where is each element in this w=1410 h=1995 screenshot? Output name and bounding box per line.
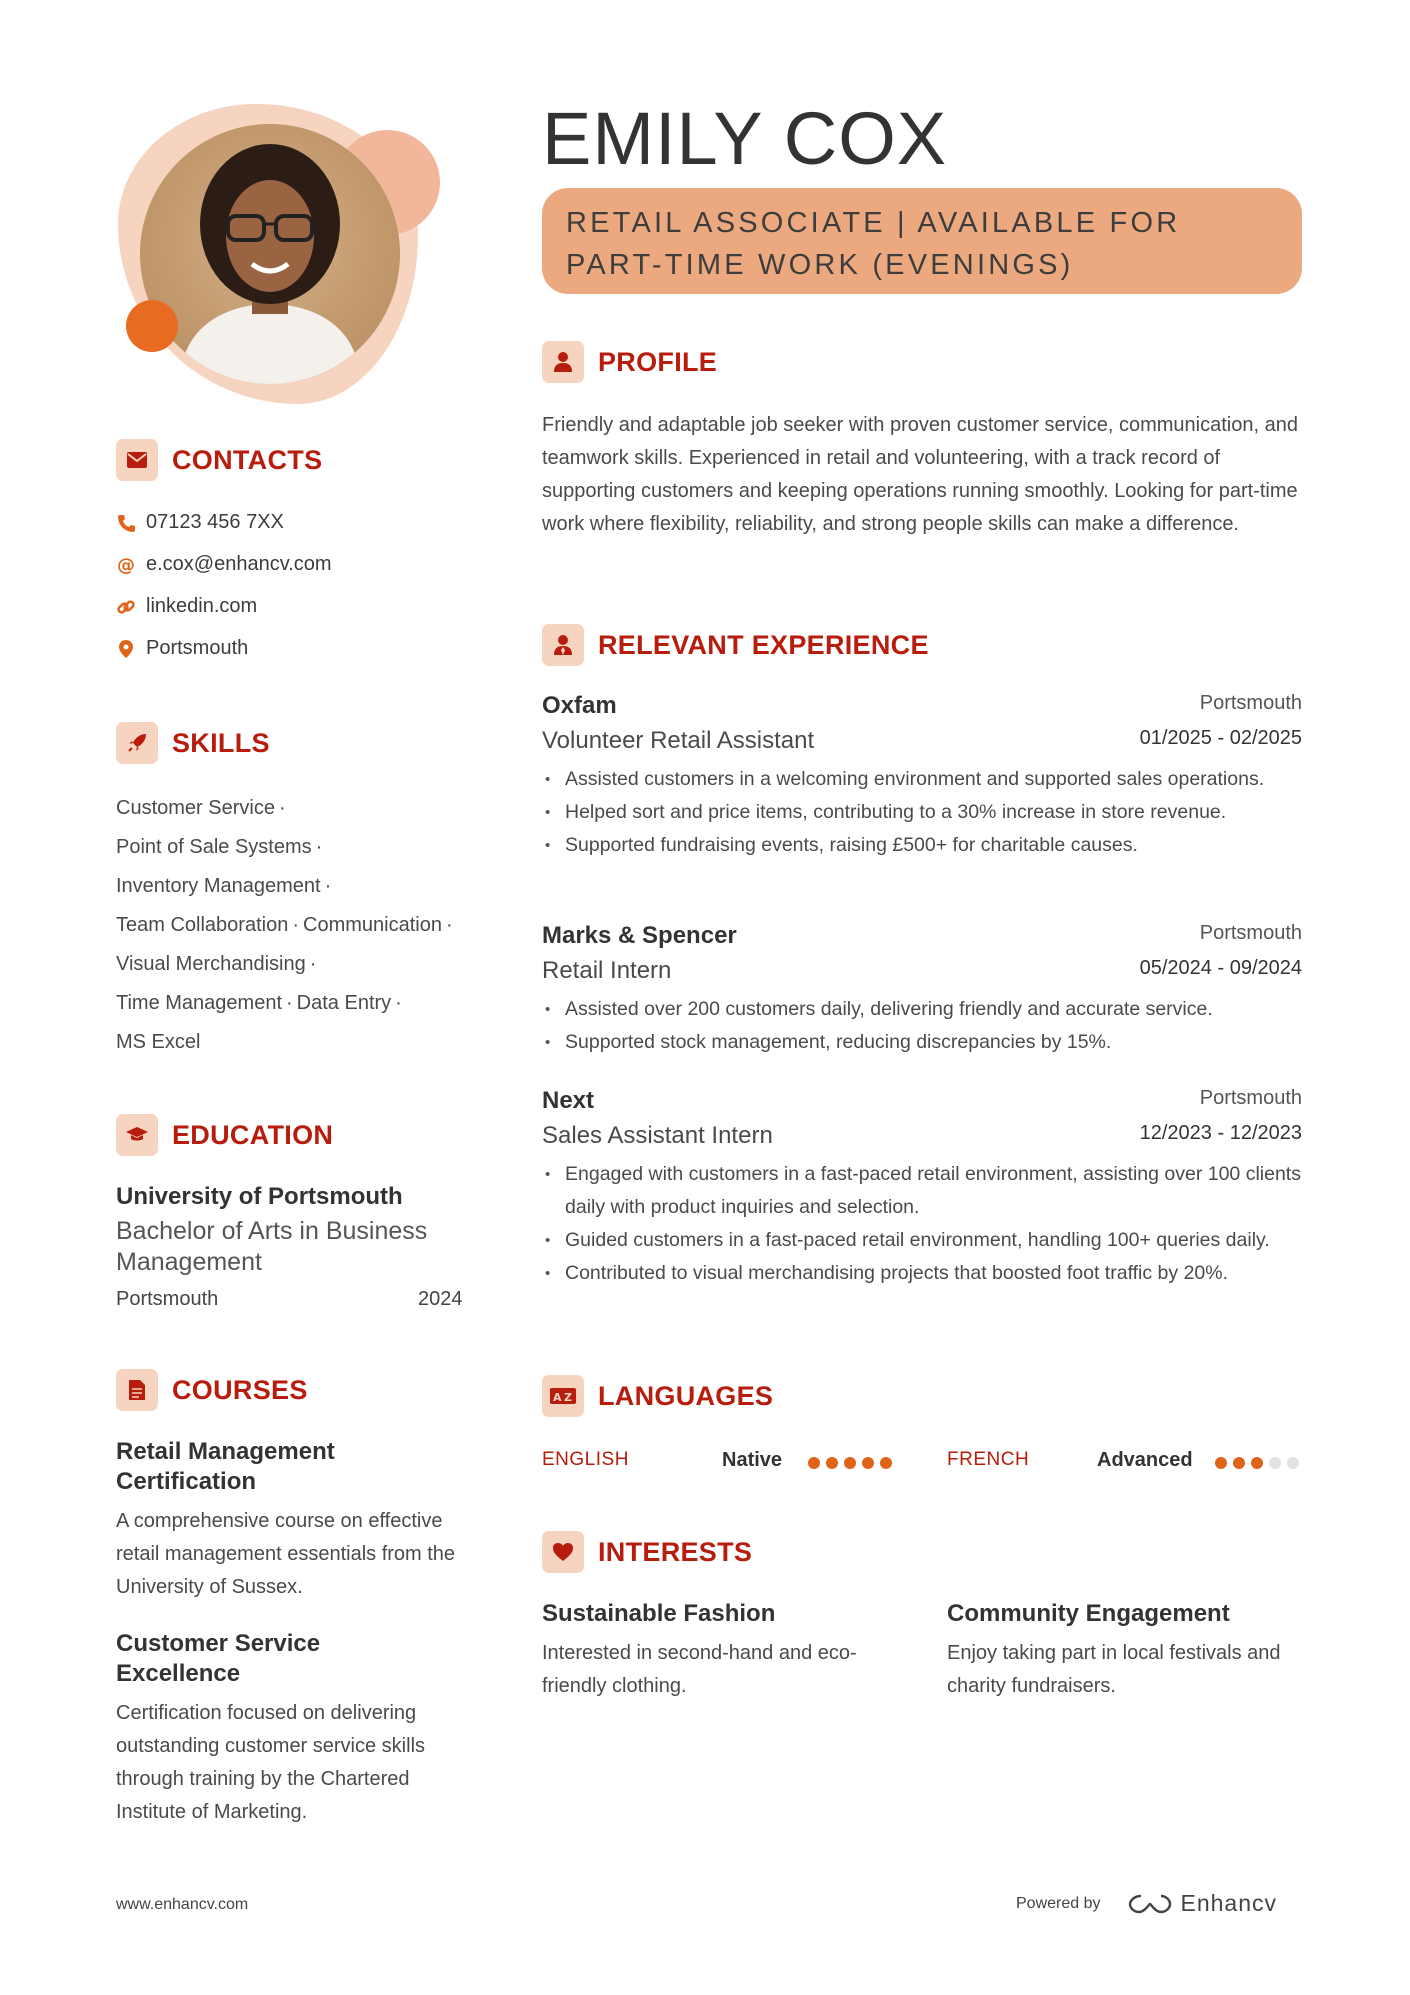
rating-dot [862, 1457, 874, 1469]
job-dates: 05/2024 - 09/2024 [1139, 957, 1302, 979]
footer-branding [1016, 1890, 1277, 1917]
translate-icon [542, 1375, 584, 1417]
brand-name: Enhancv [1180, 1890, 1278, 1916]
job-header [542, 692, 1302, 720]
phone-icon [116, 513, 136, 533]
rating-dot [808, 1457, 820, 1469]
skill-item: Visual Merchandising [116, 953, 306, 975]
skills-header [116, 721, 270, 765]
languages-title: LANGUAGES [598, 1380, 774, 1411]
job-role: Volunteer Retail Assistant [542, 727, 815, 754]
skill-item: Communication [303, 914, 442, 936]
avatar [140, 124, 400, 384]
skill-item: Team Collaboration [116, 914, 289, 936]
rocket-icon [116, 722, 158, 764]
svg-text:A: A [553, 1391, 562, 1404]
linkedin-text: linkedin.com [146, 595, 258, 617]
profile-photo-area [110, 100, 430, 410]
experience-header [542, 623, 929, 667]
skill-line: Customer Service · [116, 797, 286, 819]
rating-dot [880, 1457, 892, 1469]
education-location: Portsmouth [116, 1288, 219, 1310]
education-year: 2024 [418, 1288, 463, 1310]
envelope-icon [116, 439, 158, 481]
interest-name: Sustainable Fashion [542, 1600, 776, 1627]
footer-website[interactable]: www.enhancv.com [116, 1896, 249, 1913]
contacts-title: CONTACTS [172, 444, 323, 475]
language-name: ENGLISH [542, 1449, 629, 1470]
rating-dot [1251, 1457, 1263, 1469]
enhancv-logo-icon [1127, 1892, 1173, 1916]
job-dates: 01/2025 - 02/2025 [1139, 727, 1302, 749]
company-name: Next [542, 1087, 595, 1114]
skills-title: SKILLS [172, 727, 270, 758]
skill-item: Inventory Management [116, 875, 321, 897]
document-icon [116, 1369, 158, 1411]
language-level: Native [722, 1449, 783, 1471]
profile-header [542, 340, 717, 384]
skill-item: Time Management [116, 992, 282, 1014]
email-text: e.cox@enhancv.com [146, 553, 332, 575]
course-name: Customer Service Excellence [116, 1630, 321, 1687]
bullet-item: • Assisted customers in a welcoming environment and supported sales operations. [545, 763, 1305, 796]
bullet-item: • Guided customers in a fast-paced retail environment, handling 100+ queries daily. [545, 1224, 1305, 1257]
skill-line: Point of Sale Systems · [116, 836, 323, 858]
job-location: Portsmouth [1199, 692, 1302, 714]
rating-dot [1269, 1457, 1281, 1469]
heart-icon [542, 1531, 584, 1573]
job-location: Portsmouth [1199, 1087, 1302, 1109]
job-subheader [542, 1122, 1302, 1150]
language-rating [808, 1457, 892, 1469]
education-header [116, 1113, 333, 1157]
bullet-item: • Engaged with customers in a fast-paced retail environment, assisting over 100 clients daily with product inquiries and selection. [545, 1158, 1305, 1224]
job-header [542, 922, 1302, 950]
language-name: FRENCH [947, 1449, 1030, 1470]
skill-item: Point of Sale Systems [116, 836, 312, 858]
contact-location [116, 637, 248, 660]
profile-title: PROFILE [598, 346, 718, 377]
job-bullets [545, 763, 1305, 862]
at-icon [116, 555, 136, 575]
course-description: A comprehensive course on effective retail management essentials from the University of Sussex. [116, 1510, 456, 1598]
experience-title: RELEVANT EXPERIENCE [598, 629, 929, 660]
interests-header [542, 1530, 752, 1574]
job-dates: 12/2023 - 12/2023 [1139, 1122, 1302, 1144]
rating-dot [1233, 1457, 1245, 1469]
profile-summary: Friendly and adaptable job seeker with proven customer service, communication, and teamwork skills. Experienced in retail and volunteering, with a track record of supporting customers and keeping operations running smoothly. Looking for part-time work where flexibility, reliability, and strong people skills can make a difference. [542, 414, 1298, 535]
rating-dot [1215, 1457, 1227, 1469]
powered-by-label: Powered by [1016, 1894, 1101, 1912]
interest-description: Interested in second-hand and eco-friendly clothing. [542, 1642, 857, 1697]
graduation-cap-icon [116, 1114, 158, 1156]
rating-dot [844, 1457, 856, 1469]
job-header [542, 1087, 1302, 1115]
languages-header [542, 1374, 773, 1418]
courses-header [116, 1368, 308, 1412]
interests-title: INTERESTS [598, 1536, 753, 1567]
location-text: Portsmouth [146, 637, 249, 659]
skill-line: Team Collaboration · Communication · [116, 914, 453, 936]
svg-text:Z: Z [564, 1391, 572, 1404]
skill-line: Time Management · Data Entry · [116, 992, 402, 1014]
bullet-item: • Assisted over 200 customers daily, delivering friendly and accurate service. [545, 993, 1305, 1026]
contact-linkedin[interactable] [116, 595, 257, 618]
degree: Bachelor of Arts in Business Management [116, 1217, 428, 1276]
skill-item: Data Entry [296, 992, 392, 1014]
language-level: Advanced [1097, 1449, 1193, 1471]
bullet-item: • Supported stock management, reducing discrepancies by 15%. [545, 1026, 1305, 1059]
skill-item: Customer Service [116, 797, 275, 819]
contacts-header [116, 438, 322, 482]
interest-description: Enjoy taking part in local festivals and charity fundraisers. [947, 1642, 1281, 1697]
contact-email[interactable] [116, 553, 332, 576]
rating-dot [1287, 1457, 1299, 1469]
bullet-item: • Supported fundraising events, raising £500+ for charitable causes. [545, 829, 1305, 862]
map-pin-icon [116, 639, 136, 659]
job-role: Retail Intern [542, 957, 672, 984]
link-icon [116, 597, 136, 617]
course-description: Certification focused on delivering outstanding customer service skills through training by the Chartered Institute of Marketing. [116, 1702, 426, 1823]
skill-line: Visual Merchandising · [116, 953, 317, 975]
skill-line [116, 1031, 200, 1054]
courses-title: COURSES [172, 1374, 308, 1405]
skill-item: MS Excel [116, 1031, 201, 1053]
candidate-name: EMILY COX [542, 97, 948, 180]
job-subheader [542, 727, 1302, 755]
language-rating [1215, 1457, 1299, 1469]
decorative-dot [126, 300, 178, 352]
skill-line: Inventory Management · [116, 875, 332, 897]
job-location: Portsmouth [1199, 922, 1302, 944]
company-name: Oxfam [542, 692, 617, 719]
job-bullets [545, 993, 1305, 1059]
education-title: EDUCATION [172, 1119, 334, 1150]
job-role: Sales Assistant Intern [542, 1122, 773, 1149]
course-name: Retail Management Certification [116, 1438, 335, 1495]
phone-text: 07123 456 7XX [146, 511, 284, 533]
user-icon [542, 341, 584, 383]
school-name: University of Portsmouth [116, 1183, 403, 1210]
interest-name: Community Engagement [947, 1600, 1230, 1627]
contact-phone[interactable] [116, 511, 284, 534]
user-tie-icon [542, 624, 584, 666]
company-name: Marks & Spencer [542, 922, 737, 949]
job-bullets [545, 1158, 1305, 1290]
bullet-item: • Helped sort and price items, contributing to a 30% increase in store revenue. [545, 796, 1305, 829]
bullet-item: • Contributed to visual merchandising projects that boosted foot traffic by 20%. [545, 1257, 1305, 1290]
svg-text:@: @ [117, 554, 135, 575]
job-subheader [542, 957, 1302, 985]
rating-dot [826, 1457, 838, 1469]
job-title-banner: RETAIL ASSOCIATE | AVAILABLE FOR PART-TIME WORK (EVENINGS) [542, 188, 1302, 294]
